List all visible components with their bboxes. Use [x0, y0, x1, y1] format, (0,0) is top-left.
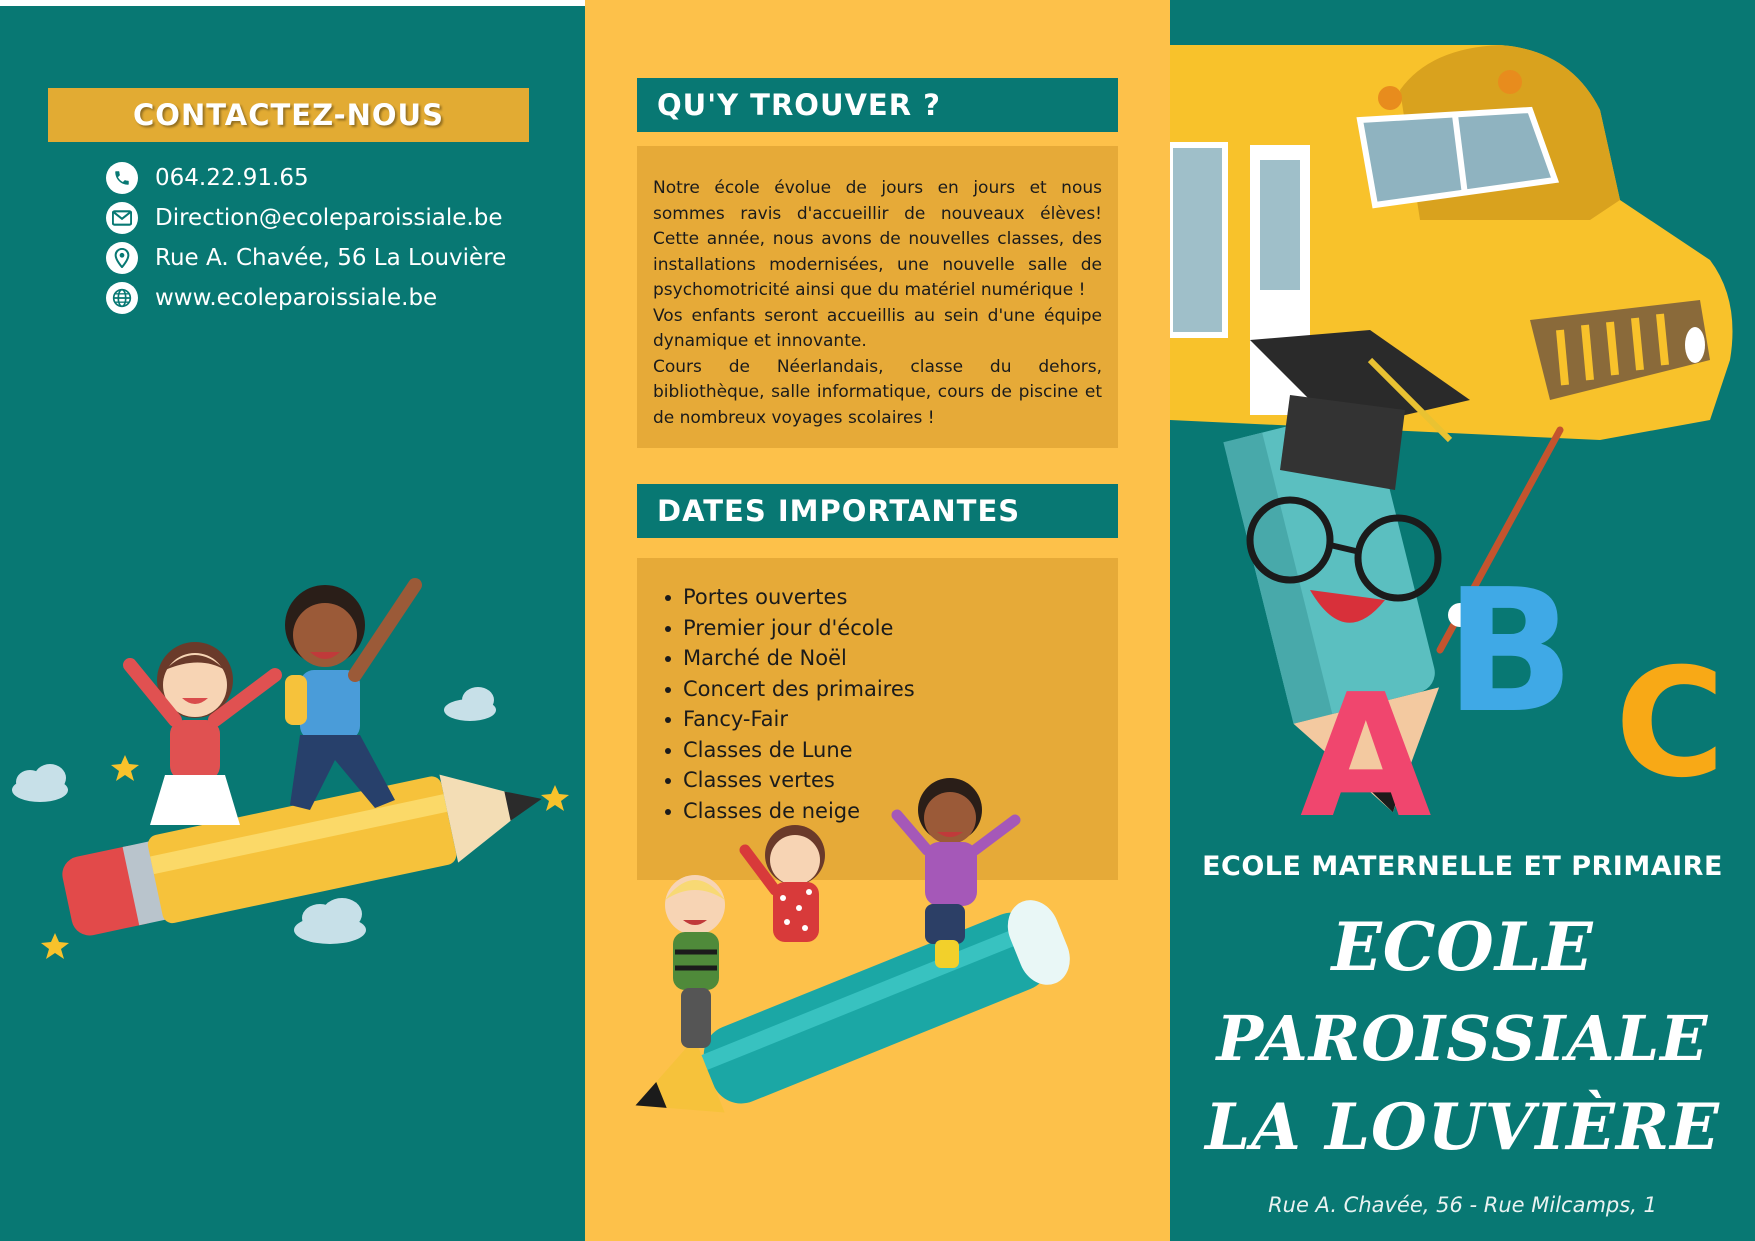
list-item: Classes de Lune	[663, 735, 1118, 766]
about-paragraph-2: Vos enfants seront accueillis au sein d'une équipe dynamique et innovante.	[653, 305, 1102, 351]
letter-a: A	[1300, 658, 1432, 840]
contact-email-text: Direction@ecoleparoissiale.be	[155, 205, 503, 231]
dates-header-label: DATES IMPORTANTES	[657, 494, 1021, 528]
list-item: Concert des primaires	[663, 674, 1118, 705]
contact-email-row[interactable]	[106, 202, 502, 234]
contact-website-text: www.ecoleparoissiale.be	[155, 285, 438, 311]
contact-website-row[interactable]	[106, 282, 437, 314]
contact-header-label: CONTACTEZ-NOUS	[133, 98, 444, 132]
mail-icon	[106, 202, 138, 234]
about-paragraph-3: Cours de Néerlandais, classe du dehors, bibliothèque, salle informatique, cours de piscine et de nombreux voyages scolaires !	[653, 356, 1102, 428]
dates-header	[637, 484, 1118, 538]
contact-header	[48, 88, 529, 142]
kids-on-teal-pencil-illustration	[585, 740, 1170, 1160]
list-item: Classes de neige	[663, 796, 1118, 827]
contact-address-row[interactable]	[106, 242, 506, 274]
cover-address: Rue A. Chavée, 56 - Rue Milcamps, 1	[1268, 1193, 1657, 1217]
list-item: Premier jour d'école	[663, 613, 1118, 644]
list-item: Marché de Noël	[663, 643, 1118, 674]
letter-b: B	[1445, 560, 1575, 751]
cover-panel	[1170, 0, 1755, 1241]
cover-title-line-1: ECOLE	[1331, 908, 1594, 986]
contact-phone-row[interactable]	[106, 162, 309, 194]
about-header	[637, 78, 1118, 132]
phone-icon	[106, 162, 138, 194]
letter-c: C	[1615, 637, 1726, 811]
cover-title-line-2: PAROISSIALE	[1216, 1002, 1709, 1075]
list-item: Classes vertes	[663, 765, 1118, 796]
location-pin-icon	[106, 242, 138, 274]
about-box	[637, 146, 1118, 448]
top-strip	[0, 0, 585, 6]
globe-icon	[106, 282, 138, 314]
about-header-label: QU'Y TROUVER ?	[657, 88, 941, 122]
contact-panel	[0, 0, 585, 1241]
list-item: Fancy-Fair	[663, 704, 1118, 735]
info-panel	[585, 0, 1170, 1241]
contact-phone-text: 064.22.91.65	[155, 165, 309, 191]
kids-on-pencil-illustration	[0, 560, 585, 980]
contact-address-text: Rue A. Chavée, 56 La Louvière	[155, 245, 507, 271]
abc-letters-decoration	[1290, 560, 1755, 840]
cover-subtitle: ECOLE MATERNELLE ET PRIMAIRE	[1202, 851, 1723, 882]
list-item: Portes ouvertes	[663, 582, 1118, 613]
cover-title-line-3: LA LOUVIÈRE	[1205, 1090, 1720, 1165]
about-paragraph-1: Notre école évolue de jours en jours et nous sommes ravis d'accueillir de nouveaux élèves! Cette année, nous avons de nouvelles classes, des installations modernisées, une nouvelle salle de psychomotricité ainsi que du matériel numérique !	[653, 178, 1102, 300]
